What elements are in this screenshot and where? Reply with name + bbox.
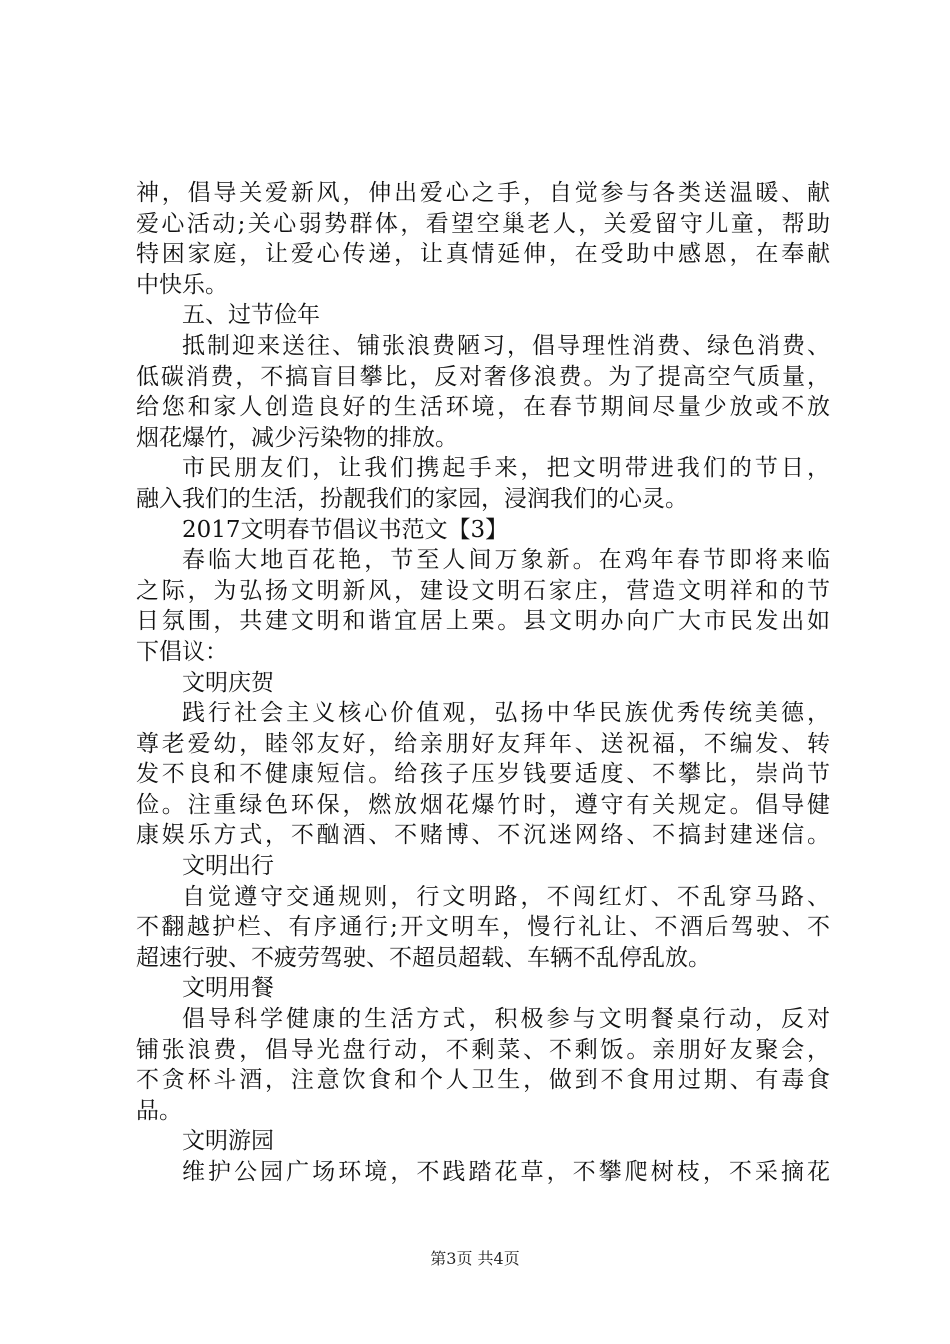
text-line: 市民朋友们，让我们携起手来，把文明带进我们的节日，	[182, 455, 830, 482]
text-line: 融入我们的生活，扮靓我们的家园，浸润我们的心灵。	[136, 485, 688, 512]
text-line: 倡导科学健康的生活方式，积极参与文明餐桌行动，反对	[182, 1006, 830, 1033]
text-line: 抵制迎来送往、铺张浪费陋习，倡导理性消费、绿色消费、	[182, 332, 830, 359]
text-line: 中快乐。	[136, 271, 228, 298]
text-line: 特困家庭，让爱心传递，让真情延伸，在受助中感恩，在奉献	[136, 241, 830, 268]
text-line: 俭。注重绿色环保，燃放烟花爆竹时，遵守有关规定。倡导健	[136, 791, 830, 818]
text-line: 品。	[136, 1097, 182, 1124]
text-line: 超速行驶、不疲劳驾驶、不超员超载、车辆不乱停乱放。	[136, 944, 711, 971]
text-line: 不贪杯斗酒，注意饮食和个人卫生，做到不食用过期、有毒食	[136, 1067, 830, 1094]
text-line: 尊老爱幼，睦邻友好，给亲朋好友拜年、送祝福，不编发、转	[136, 730, 830, 757]
text-line: 春临大地百花艳，节至人间万象新。在鸡年春节即将来临	[182, 547, 830, 574]
text-line: 文明庆贺	[182, 669, 274, 696]
text-line: 日氛围，共建文明和谐宜居上栗。县文明办向广大市民发出如	[136, 608, 830, 635]
text-line: 之际，为弘扬文明新风，建设文明石家庄，营造文明祥和的节	[136, 577, 830, 604]
text-line: 爱心活动;关心弱势群体，看望空巢老人，关爱留守儿童，帮助	[136, 210, 830, 237]
text-line: 维护公园广场环境，不践踏花草，不攀爬树枝，不采摘花	[182, 1159, 830, 1185]
document-body	[136, 178, 830, 1188]
text-line: 低碳消费，不搞盲目攀比，反对奢侈浪费。为了提高空气质量，	[136, 363, 830, 390]
text-line: 神，倡导关爱新风，伸出爱心之手，自觉参与各类送温暖、献	[136, 180, 830, 206]
text-line: 文明用餐	[182, 975, 274, 1002]
text-line: 文明游园	[182, 1128, 274, 1155]
text-line: 文明出行	[182, 853, 274, 880]
text-line: 下倡议：	[136, 638, 228, 665]
page-footer: 第3页 共4页	[430, 1249, 520, 1268]
text-line: 发不良和不健康短信。给孩子压岁钱要适度、不攀比，崇尚节	[136, 761, 830, 788]
text-line: 铺张浪费，倡导光盘行动，不剩菜、不剩饭。亲朋好友聚会，	[136, 1036, 830, 1063]
text-line: 给您和家人创造良好的生活环境，在春节期间尽量少放或不放	[136, 394, 830, 421]
text-line: 践行社会主义核心价值观，弘扬中华民族优秀传统美德，	[182, 700, 830, 727]
text-line: 烟花爆竹，减少污染物的排放。	[136, 424, 458, 451]
text-line: 2017文明春节倡议书范文【3】	[182, 516, 509, 543]
text-line: 康娱乐方式，不酗酒、不赌博、不沉迷网络、不搞封建迷信。	[136, 822, 830, 849]
text-line: 不翻越护栏、有序通行;开文明车，慢行礼让、不酒后驾驶、不	[136, 914, 830, 941]
text-line: 五、过节俭年	[182, 302, 320, 329]
text-line: 自觉遵守交通规则，行文明路，不闯红灯、不乱穿马路、	[182, 883, 830, 910]
